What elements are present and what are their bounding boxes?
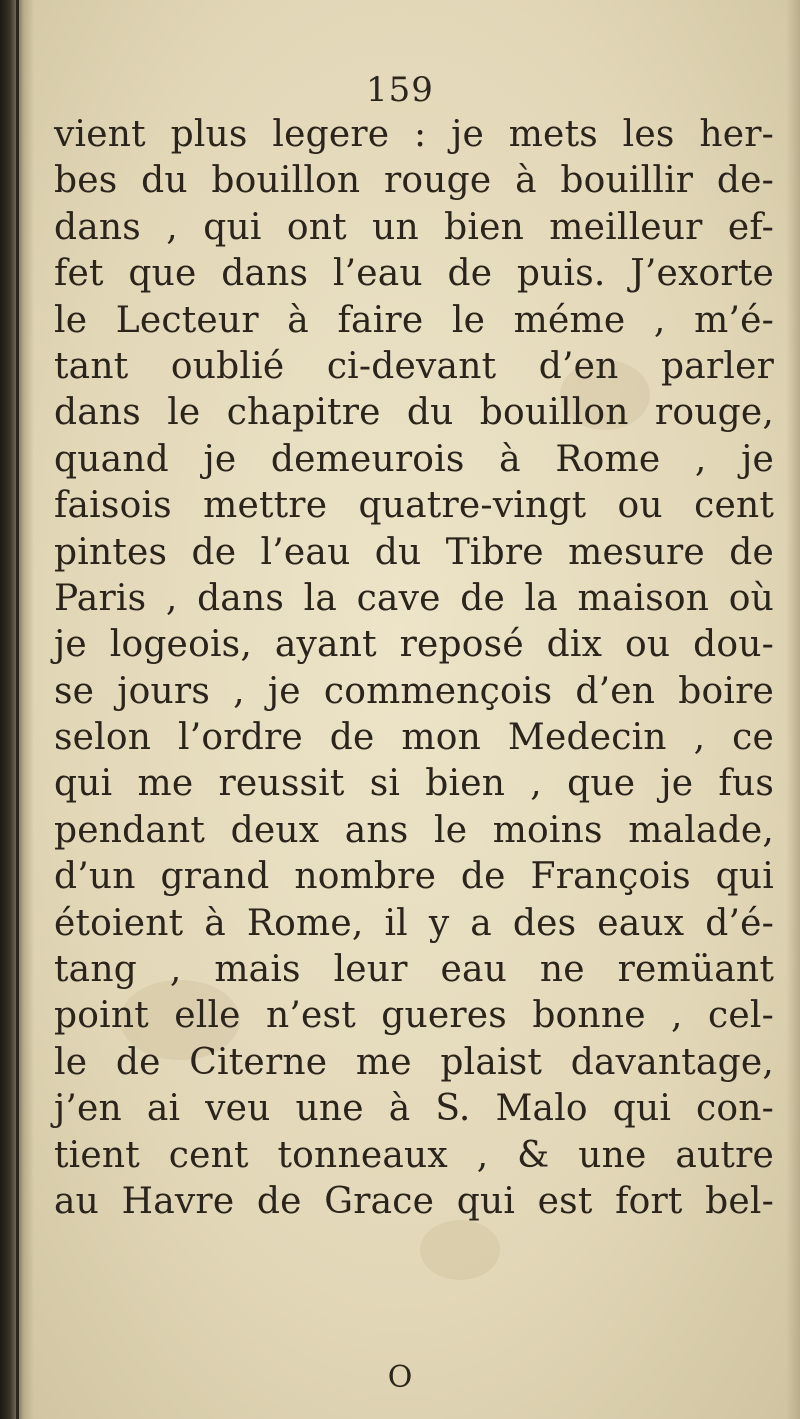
text-line: j’en ai veu une à S. Malo qui con- bbox=[54, 1088, 774, 1130]
text-line: pendant deux ans le moins malade, bbox=[54, 809, 774, 851]
text-line: le Lecteur à faire le méme , m’é- bbox=[54, 299, 774, 341]
body-text bbox=[54, 112, 774, 1225]
text-line: faisois mettre quatre-vingt ou cent bbox=[54, 485, 774, 527]
text-line: fet que dans l’eau de puis. J’exorte bbox=[54, 253, 774, 295]
text-line: bes du bouillon rouge à bouillir de- bbox=[54, 160, 774, 202]
text-line: qui me reussit si bien , que je fus bbox=[54, 763, 774, 805]
text-line: le de Citerne me plaist davantage, bbox=[54, 1041, 774, 1083]
text-line: Paris , dans la cave de la maison où bbox=[54, 577, 774, 619]
text-line: se jours , je commençois d’en boire bbox=[54, 670, 774, 712]
signature-mark: O bbox=[387, 1360, 413, 1395]
text-line: selon l’ordre de mon Medecin , ce bbox=[54, 717, 774, 759]
text-line: tient cent tonneaux , & une autre bbox=[54, 1134, 774, 1176]
text-line: vient plus legere : je mets les her- bbox=[54, 114, 774, 155]
page-number: 159 bbox=[366, 70, 434, 110]
text-line: point elle n’est gueres bonne , cel- bbox=[54, 995, 774, 1037]
text-line: dans le chapitre du bouillon rouge, bbox=[54, 392, 774, 434]
text-line: tang , mais leur eau ne remüant bbox=[54, 949, 774, 991]
page-binding-edge bbox=[16, 0, 19, 1419]
text-line: étoient à Rome, il y a des eaux d’é- bbox=[54, 902, 774, 944]
text-line: au Havre de Grace qui est fort bel- bbox=[54, 1180, 774, 1222]
page-right-edge bbox=[786, 0, 800, 1419]
text-line: tant oublié ci-devant d’en parler bbox=[54, 345, 774, 387]
text-line: je logeois, ayant reposé dix ou dou- bbox=[54, 624, 774, 666]
text-line: d’un grand nombre de François qui bbox=[54, 856, 774, 898]
paper-stain bbox=[420, 1220, 500, 1280]
text-line: quand je demeurois à Rome , je bbox=[54, 438, 774, 480]
text-line: pintes de l’eau du Tibre mesure de bbox=[54, 531, 774, 573]
text-line: dans , qui ont un bien meilleur ef- bbox=[54, 206, 774, 248]
